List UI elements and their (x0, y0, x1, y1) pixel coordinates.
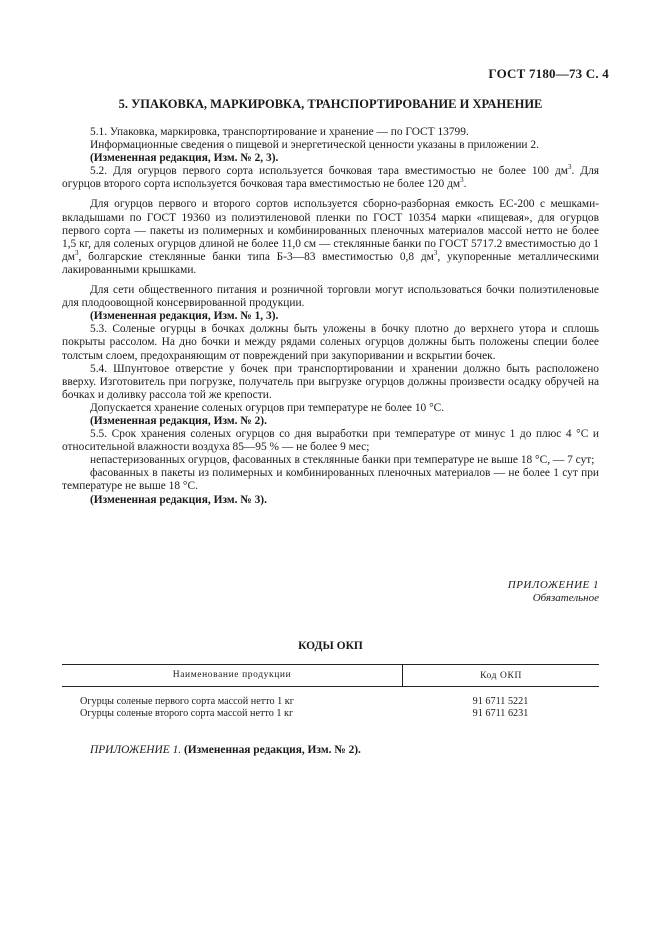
column-header-name: Наименование продукции (62, 665, 403, 686)
paragraph: 5.1. Упаковка, маркировка, транспортирование и хранение — по ГОСТ 13799. (90, 126, 469, 138)
paragraph: Информационные сведения о пищевой и энергетической ценности указаны в приложении 2. (90, 139, 539, 152)
text-run: , болгарские стеклянные банки типа Б-3—83 вместимостью 0,8 дм (78, 250, 434, 263)
table-row (62, 708, 599, 720)
amendment-note: (Измененная редакция, Изм. № 2, 3). (90, 152, 279, 165)
footnote-text: (Измененная редакция, Изм. № 2). (183, 744, 361, 756)
appendix-label: ПРИЛОЖЕНИЕ 1 (507, 579, 599, 591)
product-name: Огурцы соленые первого сорта массой нетто 1 кг (80, 696, 294, 707)
product-name: Огурцы соленые второго сорта массой нетто 1 кг (80, 708, 294, 719)
amendment-note: (Измененная редакция, Изм. № 1, 3). (90, 310, 279, 323)
superscript: 3 (567, 163, 572, 172)
amendment-note: (Измененная редакция, Изм. № 2). (90, 414, 267, 427)
paragraph (62, 198, 599, 277)
paragraph: Допускается хранение соленых огурцов при температуре не более 10 °С. (90, 401, 445, 414)
appendix-status: Обязательное (532, 592, 599, 604)
paragraph: 5.5. Срок хранения соленых огурцов со дня выработки при температуре от минус 1 до плюс 4 °С и относительной влажности воздуха 85—95 % — не более 9 мес; (62, 428, 599, 454)
text-run: Для огурцов первого и второго сортов используется сборно-разборная емкость ЕС-200 с мешками-вкладышами по ГОСТ 19360 из полиэтиленовой пленки по ГОСТ 10354 марки «пищевая», для огурцов первого сорта — пакеты из полимерных и комбинированных пленочных материалов массой нетто не более 1,5 кг, для соленых огурцов длиной не более 11,0 см — стеклянные банки по ГОСТ 5717.2 вместимостью до 1 дм (62, 198, 599, 263)
okp-title: КОДЫ ОКП (298, 640, 363, 652)
paragraph (62, 165, 599, 191)
text-run: . Для огурцов второго сорта используется бочковая тара вместимостью не более 120 дм (62, 165, 600, 191)
superscript: 3 (433, 249, 438, 258)
appendix-heading (508, 579, 599, 605)
paragraph: непастеризованных огурцов, фасованных в стеклянные банки при температуре не выше 18 °С, — 7 сут; (90, 454, 595, 467)
paragraph: 5.3. Соленые огурцы в бочках должны быть уложены в бочку плотно до верхнего утора и сплошь покрыты рассолом. На дно бочки и между рядами соленых огурцов должны быть положены специи более толстым слоем, предохраняющим от повреждений при закупоривании и вскрытии бочек. (62, 323, 599, 362)
appendix-footnote (90, 744, 361, 756)
paragraph: Для сети общественного питания и розничной торговли могут использоваться бочки полиэтиленовые для плодоовощной консервированной продукции. (62, 284, 599, 310)
table-row (62, 696, 599, 708)
text-run: . (463, 178, 467, 191)
table-body (62, 687, 599, 720)
paragraph: 5.4. Шпунтовое отверстие у бочек при транспортировании и хранении должно быть расположено вверху. Изготовитель при погрузке, получатель при выгрузке огурцов должны произвести осадку обручей на бочках и доливку рассола той же крепости. (62, 362, 599, 401)
footnote-label: ПРИЛОЖЕНИЕ 1. (90, 744, 182, 756)
paragraph: фасованных в пакеты из полимерных и комбинированных пленочных материалов — не более 1 сут при температуре не выше 18 °С. (62, 467, 599, 493)
okp-table (62, 664, 599, 720)
okp-code: 91 6711 6231 (472, 708, 529, 719)
text-run: 5.2. Для огурцов первого сорта используется бочковая тара вместимостью не более 100 дм (90, 165, 568, 178)
document-reference: ГОСТ 7180—73 С. 4 (488, 66, 609, 81)
amendment-note: (Измененная редакция, Изм. № 3). (90, 493, 267, 506)
superscript: 3 (460, 176, 464, 185)
okp-code: 91 6711 5221 (472, 696, 529, 707)
text-run: , укупоренные металлическими лакированными крышками. (62, 250, 600, 276)
table-header (62, 665, 599, 687)
column-header-code: Код ОКП (480, 670, 522, 681)
superscript: 3 (75, 249, 79, 258)
section-title: 5. УПАКОВКА, МАРКИРОВКА, ТРАНСПОРТИРОВАНИЕ И ХРАНЕНИЕ (118, 97, 543, 111)
body-text (62, 126, 599, 507)
